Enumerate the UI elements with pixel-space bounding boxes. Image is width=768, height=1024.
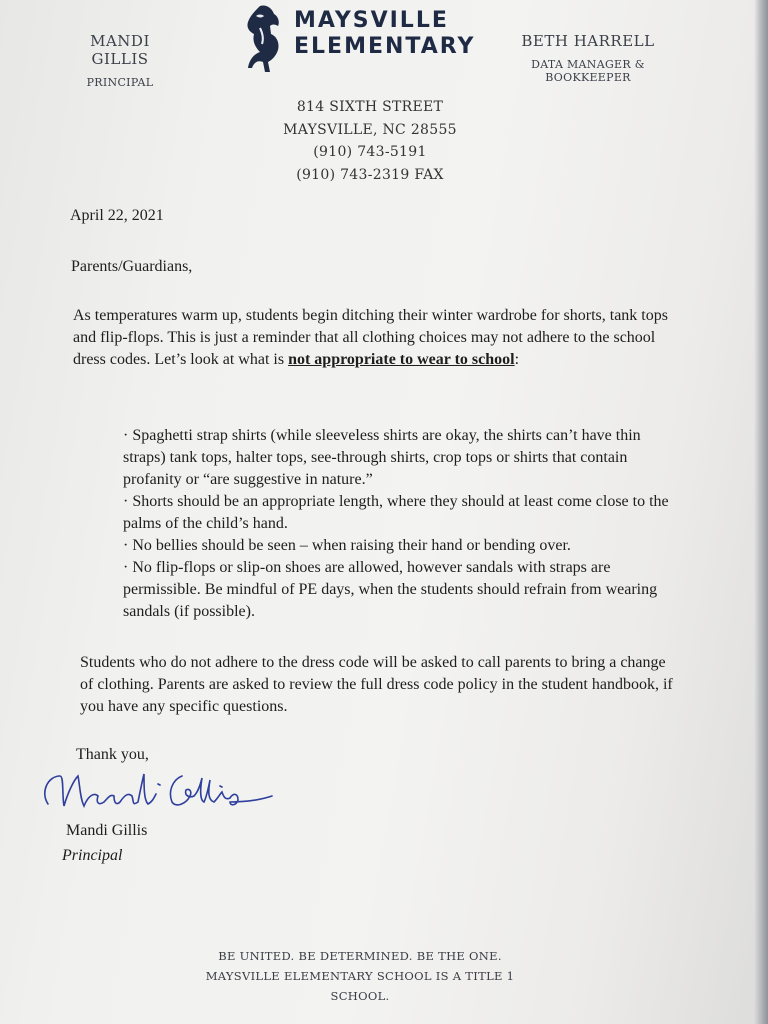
address-phone: (910) 743-5191 (313, 144, 427, 160)
intro-end: : (514, 351, 520, 368)
mustang-horse-icon (238, 2, 288, 74)
list-item: · Spaghetti strap shirts (while sleeveless shirts are okay, the shirts can’t have thin straps) tank tops, halter tops, see-through shirts, crop tops or shirts that contain profanity or “are suggestive in nature.” (123, 427, 641, 488)
footer-motto: BE UNITED. BE DETERMINED. BE THE ONE. (218, 949, 502, 963)
signer-title: Principal (62, 847, 123, 864)
school-address (250, 96, 490, 186)
address-street: 814 SIXTH STREET (296, 99, 444, 115)
salutation: Parents/Guardians, (71, 258, 193, 275)
principal-block (60, 32, 180, 89)
letter-date: April 22, 2021 (70, 207, 164, 224)
bookkeeper-title: DATA MANAGER & BOOKKEEPER (531, 58, 645, 84)
list-item: · No flip-flops or slip-on shoes are allowed, however sandals with straps are permissible. Be mindful of PE days, when the students should refrain from wearing sandals (if possible). (123, 559, 658, 620)
address-city: MAYSVILLE, NC 28555 (283, 121, 457, 138)
school-logo (238, 2, 478, 74)
closing-paragraph: Students who do not adhere to the dress code will be asked to call parents to bring a change of clothing. Parents are asked to review the full dress code policy in the student handbook, if you have any specific questions. (80, 654, 673, 715)
address-fax: (910) 743-2319 FAX (296, 166, 444, 183)
signer-name: Mandi Gillis (66, 822, 148, 839)
desk-edge (754, 0, 768, 1024)
bookkeeper-block (488, 32, 688, 84)
list-item: · No bellies should be seen – when raising their hand or bending over. (123, 537, 571, 554)
sign-off: Thank you, (76, 746, 149, 763)
handwritten-signature (34, 762, 284, 822)
school-name-line2: ELEMENTARY (294, 34, 476, 59)
footer-title1: MAYSVILLE ELEMENTARY SCHOOL IS A TITLE 1 SCHOOL. (205, 969, 515, 1003)
principal-title: PRINCIPAL (86, 76, 154, 89)
intro-emphasis: not appropriate to wear to school (288, 351, 515, 368)
school-name (294, 8, 475, 60)
principal-name: MANDI GILLIS (90, 32, 150, 68)
bookkeeper-name: BETH HARRELL (521, 32, 655, 50)
school-name-line1: MAYSVILLE (294, 8, 449, 33)
intro-paragraph (73, 305, 683, 371)
intro-text: As temperatures warm up, students begin ditching their winter wardrobe for shorts, tank tops and flip-flops. This is just a reminder that all clothing choices may not adhere to the school dress codes. Let’s look at what is (73, 307, 668, 368)
dress-code-list (123, 425, 683, 623)
letter-footer (180, 946, 540, 1006)
list-item: · Shorts should be an appropriate length, where they should at least come close to the palms of the child’s hand. (123, 493, 669, 532)
